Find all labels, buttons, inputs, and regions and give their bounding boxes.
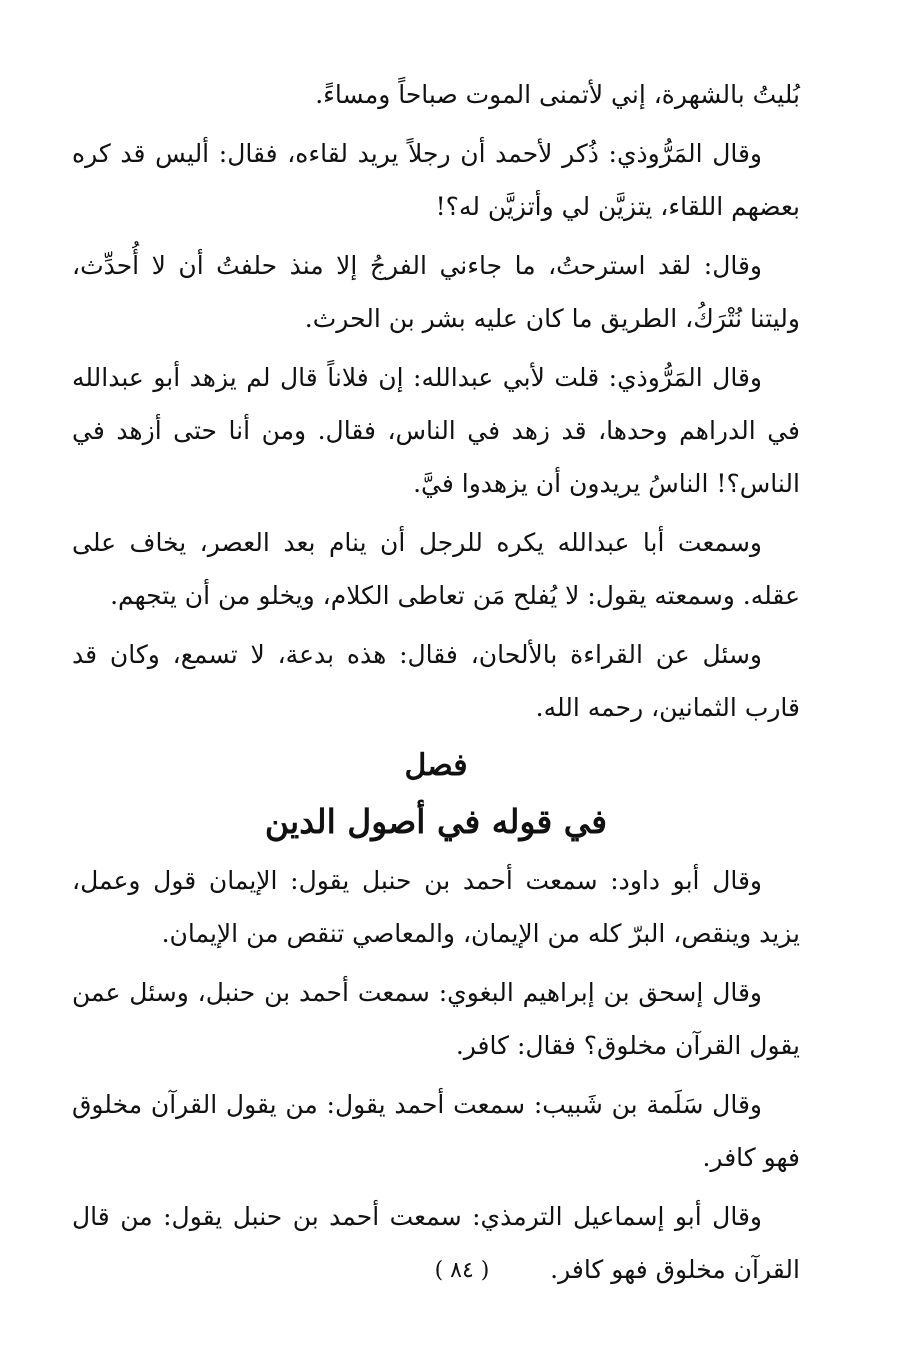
paragraph-sleep-after-asr: وسمعت أبا عبدالله يكره للرجل أن ينام بعد العصر، يخاف على عقله. وسمعته يقول: لا يُفلح مَن تعاطى الكلام، ويخلو من أن يتجهم. <box>72 528 800 610</box>
paragraph-abu-dawud: وقال أبو داود: سمعت أحمد بن حنبل يقول: الإيمان قول وعمل، يزيد وينقص، البرّ كله من الإيمان، والمعاصي تنقص من الإيمان. <box>72 866 800 948</box>
paragraph-marrudhi-meeting: وقال المَرُّوذي: ذُكر لأحمد أن رجلاً يريد لقاءه، فقال: أليس قد كره بعضهم اللقاء، يتزيَّن لي وأتزيَّن له؟! <box>72 139 800 221</box>
paragraph-abu-ismail: وقال أبو إسماعيل الترمذي: سمعت أحمد بن حنبل يقول: من قال القرآن مخلوق فهو كافر. <box>72 1202 800 1284</box>
section-subtitle: في قوله في أصول الدين <box>264 802 608 841</box>
section-title: فصل <box>404 748 468 783</box>
paragraph-ishaq-baghawi: وقال إسحق بن إبراهيم البغوي: سمعت أحمد بن حنبل، وسئل عمن يقول القرآن مخلوق؟ فقال: كافر. <box>72 978 800 1060</box>
paragraph-salama: وقال سَلَمة بن شَبيب: سمعت أحمد يقول: من يقول القرآن مخلوق فهو كافر. <box>72 1090 800 1172</box>
paragraph-asceticism: وقال المَرُّوذي: قلت لأبي عبدالله: إن فلاناً قال لم يزهد أبو عبدالله في الدراهم وحدها، قد زهد في الناس، فقال. ومن أنا حتى أزهد في الناس؟! الناسُ يريدون أن يزهدوا فيَّ. <box>72 363 800 498</box>
page-number: ( ٨٤ ) <box>434 1258 490 1283</box>
paragraph-recitation-melodies: وسئل عن القراءة بالألحان، فقال: هذه بدعة، لا تسمع، وكان قد قارب الثمانين، رحمه الله. <box>72 640 800 722</box>
paragraph-continuation: بُليتُ بالشهرة، إني لأتمنى الموت صباحاً ومساءً. <box>315 80 800 109</box>
page-body <box>72 68 800 1302</box>
paragraph-relief: وقال: لقد استرحتُ، ما جاءني الفرجُ إلا منذ حلفتُ أن لا أُحدِّث، وليتنا نُتْرَكُ، الطريق ما كان عليه بشر بن الحرث. <box>72 251 800 333</box>
